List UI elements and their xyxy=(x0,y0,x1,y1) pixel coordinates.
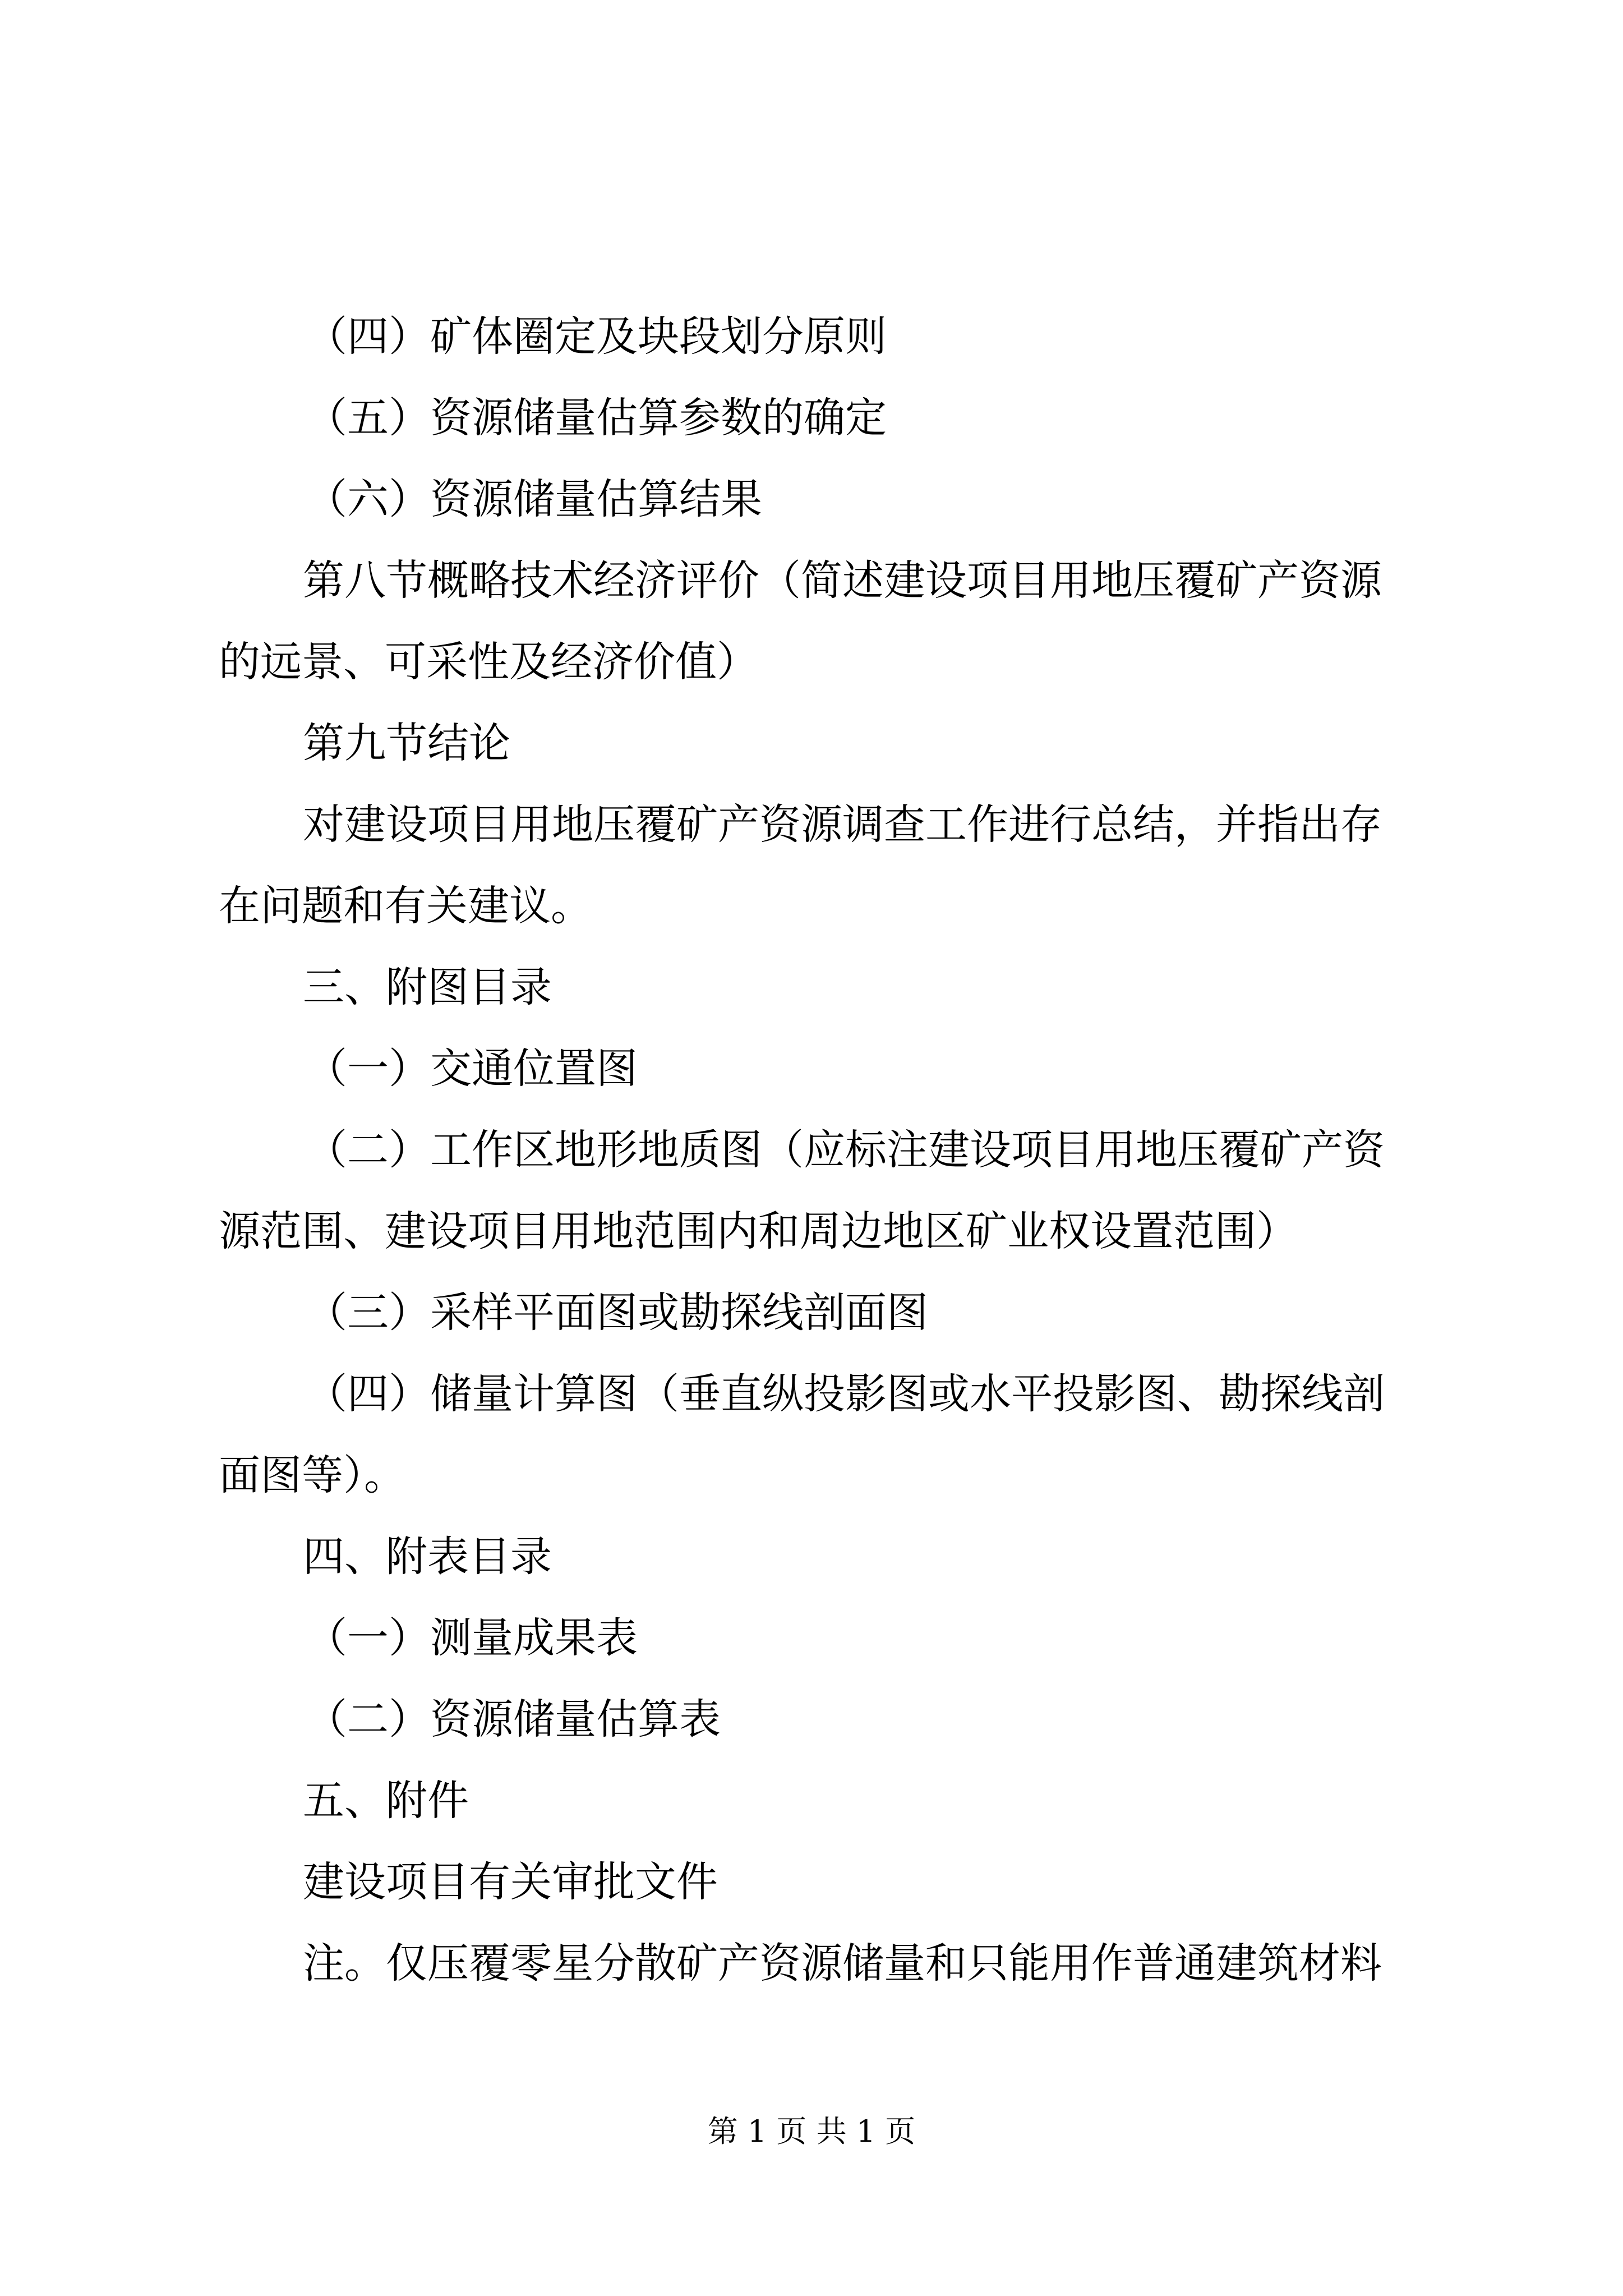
section-8-heading-line-2: 的远景、可采性及经济价值） xyxy=(219,638,758,686)
figure-item-geology-map-line-2: 源范围、建设项目用地范围内和周边地区矿业权设置范围） xyxy=(219,1207,1298,1255)
figure-item-reserve-calculation-line-2: 面图等）。 xyxy=(219,1451,405,1499)
section-8-heading-line-1: 第八节概略技术经济评价（简述建设项目用地压覆矿产资源 xyxy=(303,556,1382,605)
attachment-item-approval-documents: 建设项目有关审批文件 xyxy=(303,1858,718,1906)
page-footer: 第 1 页 共 1 页 xyxy=(707,2114,916,2149)
table-item-survey-results: （一）测量成果表 xyxy=(306,1614,638,1662)
list-item-estimation-results: （六）资源储量估算结果 xyxy=(306,475,762,523)
figure-item-location-map: （一）交通位置图 xyxy=(306,1045,638,1093)
conclusion-paragraph-line-1: 对建设项目用地压覆矿产资源调查工作进行总结，并指出存 xyxy=(303,800,1382,849)
conclusion-paragraph-line-2: 在问题和有关建议。 xyxy=(219,882,592,930)
list-item-ore-body-delineation: （四）矿体圈定及块段划分原则 xyxy=(306,312,887,361)
appendix-figures-heading: 三、附图目录 xyxy=(303,963,552,1011)
attachments-heading: 五、附件 xyxy=(303,1777,469,1825)
note-paragraph: 注。仅压覆零星分散矿产资源储量和只能用作普通建筑材料 xyxy=(303,1939,1382,1987)
table-item-reserve-estimation: （二）资源储量估算表 xyxy=(306,1695,721,1743)
appendix-tables-heading: 四、附表目录 xyxy=(303,1533,552,1581)
figure-item-sampling-plan: （三）采样平面图或勘探线剖面图 xyxy=(306,1289,928,1337)
section-9-heading: 第九节结论 xyxy=(303,719,510,767)
figure-item-geology-map-line-1: （二）工作区地形地质图（应标注建设项目用地压覆矿产资 xyxy=(306,1126,1385,1174)
figure-item-reserve-calculation-line-1: （四）储量计算图（垂直纵投影图或水平投影图、勘探线剖 xyxy=(306,1370,1385,1418)
list-item-estimation-parameters: （五）资源储量估算参数的确定 xyxy=(306,394,887,442)
